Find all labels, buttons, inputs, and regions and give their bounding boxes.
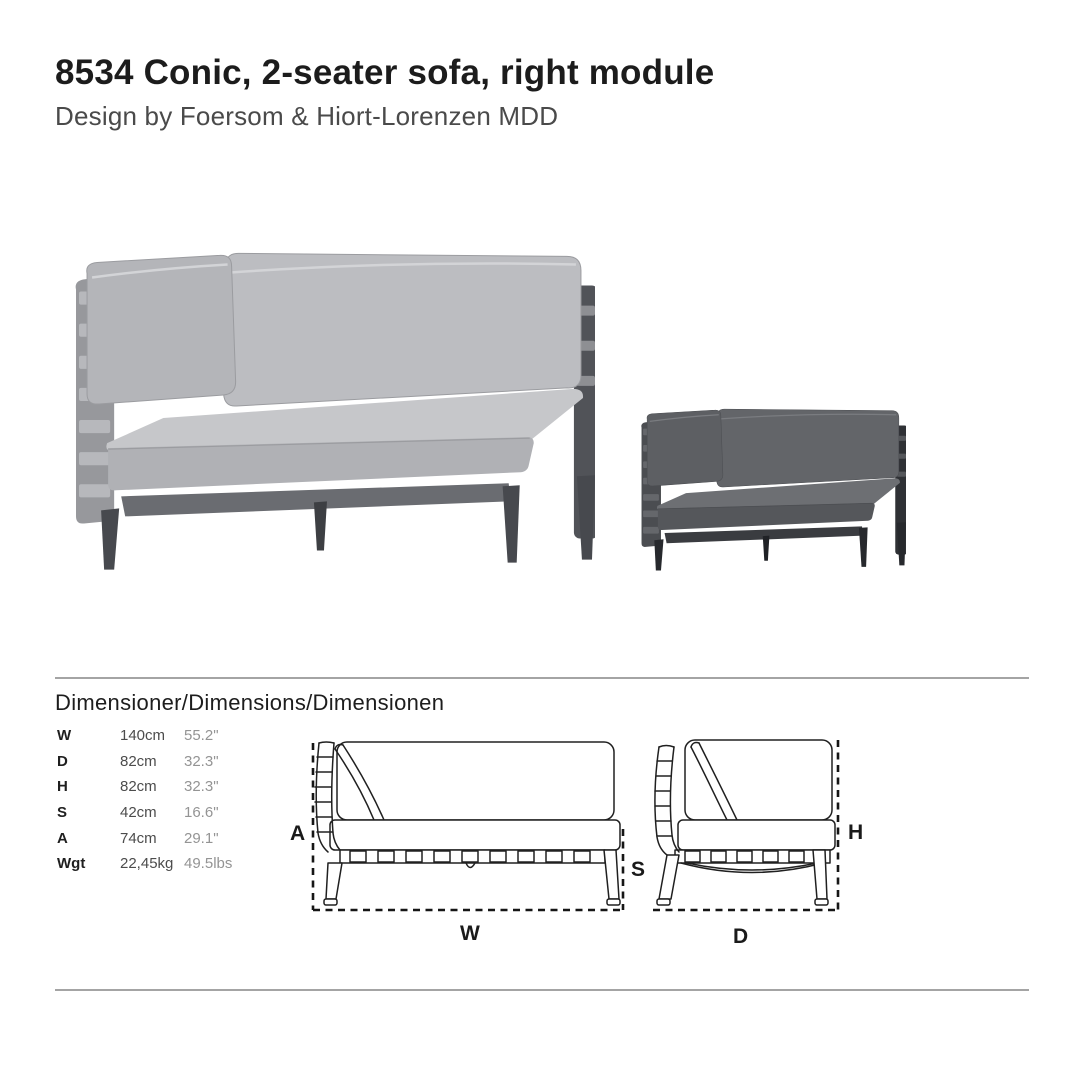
- dimension-imperial-value: 49.5lbs: [184, 855, 233, 873]
- dimension-imperial-value: 29.1": [184, 829, 219, 847]
- dimension-row: [57, 753, 292, 779]
- dimension-label-d: D: [733, 925, 749, 948]
- dimension-label-s: S: [631, 858, 646, 881]
- dimension-row: [57, 855, 292, 881]
- drawing-frame-rail: [675, 850, 830, 873]
- dimension-label-w: W: [460, 922, 480, 945]
- drawing-woven-arm: [655, 746, 679, 856]
- drawing-seat: [678, 820, 835, 850]
- dimension-row: [57, 830, 292, 856]
- dimension-row: [57, 778, 292, 804]
- dimension-metric-value: 82cm: [120, 752, 157, 770]
- product-photo-large-sofa: [73, 243, 595, 575]
- dimension-label: S: [57, 804, 68, 822]
- dimension-metric-value: 74cm: [120, 829, 157, 847]
- dimensions-heading: Dimensioner/Dimensions/Dimensionen: [55, 690, 445, 715]
- divider-top: [55, 677, 1029, 679]
- dimension-row: [57, 804, 292, 830]
- dimension-metric-value: 140cm: [120, 727, 166, 744]
- drawing-frame-rail: [340, 850, 605, 868]
- dimension-metric-value: 42cm: [120, 804, 157, 822]
- dimension-label: H: [57, 778, 68, 796]
- dimension-metric-value: 22,45kg: [120, 855, 174, 873]
- dimension-label-h: H: [848, 821, 864, 844]
- divider-bottom: [55, 989, 1029, 991]
- dimension-label: A: [57, 829, 68, 847]
- page-title: 8534 Conic, 2-seater sofa, right module: [55, 53, 715, 92]
- dimension-metric-value: 82cm: [120, 778, 157, 796]
- dimension-label: Wgt: [57, 855, 86, 873]
- dimension-imperial-value: 16.6": [184, 804, 219, 822]
- dimension-label-a: A: [290, 822, 306, 845]
- product-photo-small-sofa: [640, 404, 906, 573]
- dimension-imperial-value: 55.2": [184, 727, 219, 744]
- dimension-imperial-value: 32.3": [184, 778, 219, 796]
- page-subtitle: Design by Foersom & Hiort-Lorenzen MDD: [55, 101, 559, 131]
- dimensions-table: [57, 727, 292, 881]
- dimension-label: D: [57, 752, 68, 770]
- dimension-imperial-value: 32.3": [184, 752, 219, 770]
- dimension-row: [57, 727, 292, 753]
- drawing-seat: [330, 820, 620, 850]
- dimension-label: W: [57, 727, 72, 744]
- front-view-drawing: [288, 733, 648, 968]
- side-view-drawing: [645, 733, 875, 968]
